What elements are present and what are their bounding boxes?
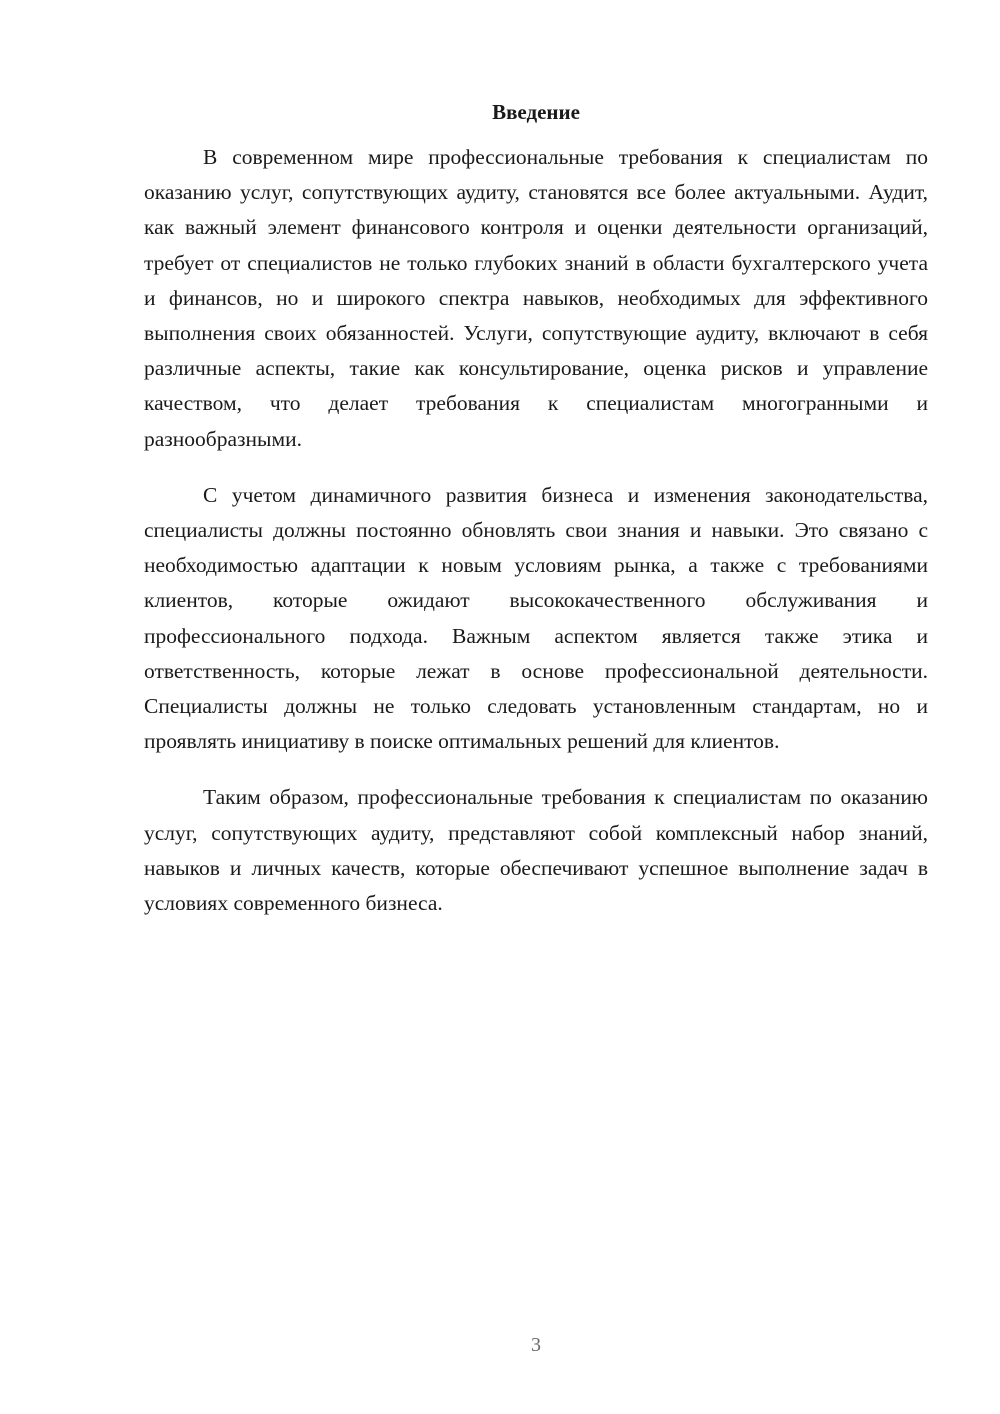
paragraph-1: В современном мире профессиональные требования к специалистам по оказанию услуг, сопутствующих аудиту, становятся все более актуальными. Аудит, как важный элемент финансового контроля и оценки деятельности организаций, требует от специалистов не только глубоких знаний в области бухгалтерского учета и финансов, но и широкого спектра навыков, необходимых для эффективного выполнения своих обязанностей. Услуги, сопутствующие аудиту, включают в себя различные аспекты, такие как консультирование, оценка рисков и управление качеством, что делает требования к специалистам многогранными и разнообразными. [144,145,928,451]
page-number: 3 [531,1334,541,1356]
paragraph-3: Таким образом, профессиональные требования к специалистам по оказанию услуг, сопутствующих аудиту, представляют собой комплексный набор знаний, навыков и личных качеств, которые обеспечивают успешное выполнение задач в условиях современного бизнеса. [144,785,928,916]
section-title: Введение [492,100,580,124]
page-content [144,96,928,942]
paragraph-2: С учетом динамичного развития бизнеса и изменения законодательства, специалисты должны постоянно обновлять свои знания и навыки. Это связано с необходимостью адаптации к новым условиям рынка, а также с требованиями клиентов, которые ожидают высококачественного обслуживания и профессионального подхода. Важным аспектом является также этика и ответственность, которые лежат в основе профессиональной деятельности. Специалисты должны не только следовать установленным стандартам, но и проявлять инициативу в поиске оптимальных решений для клиентов. [144,482,928,754]
